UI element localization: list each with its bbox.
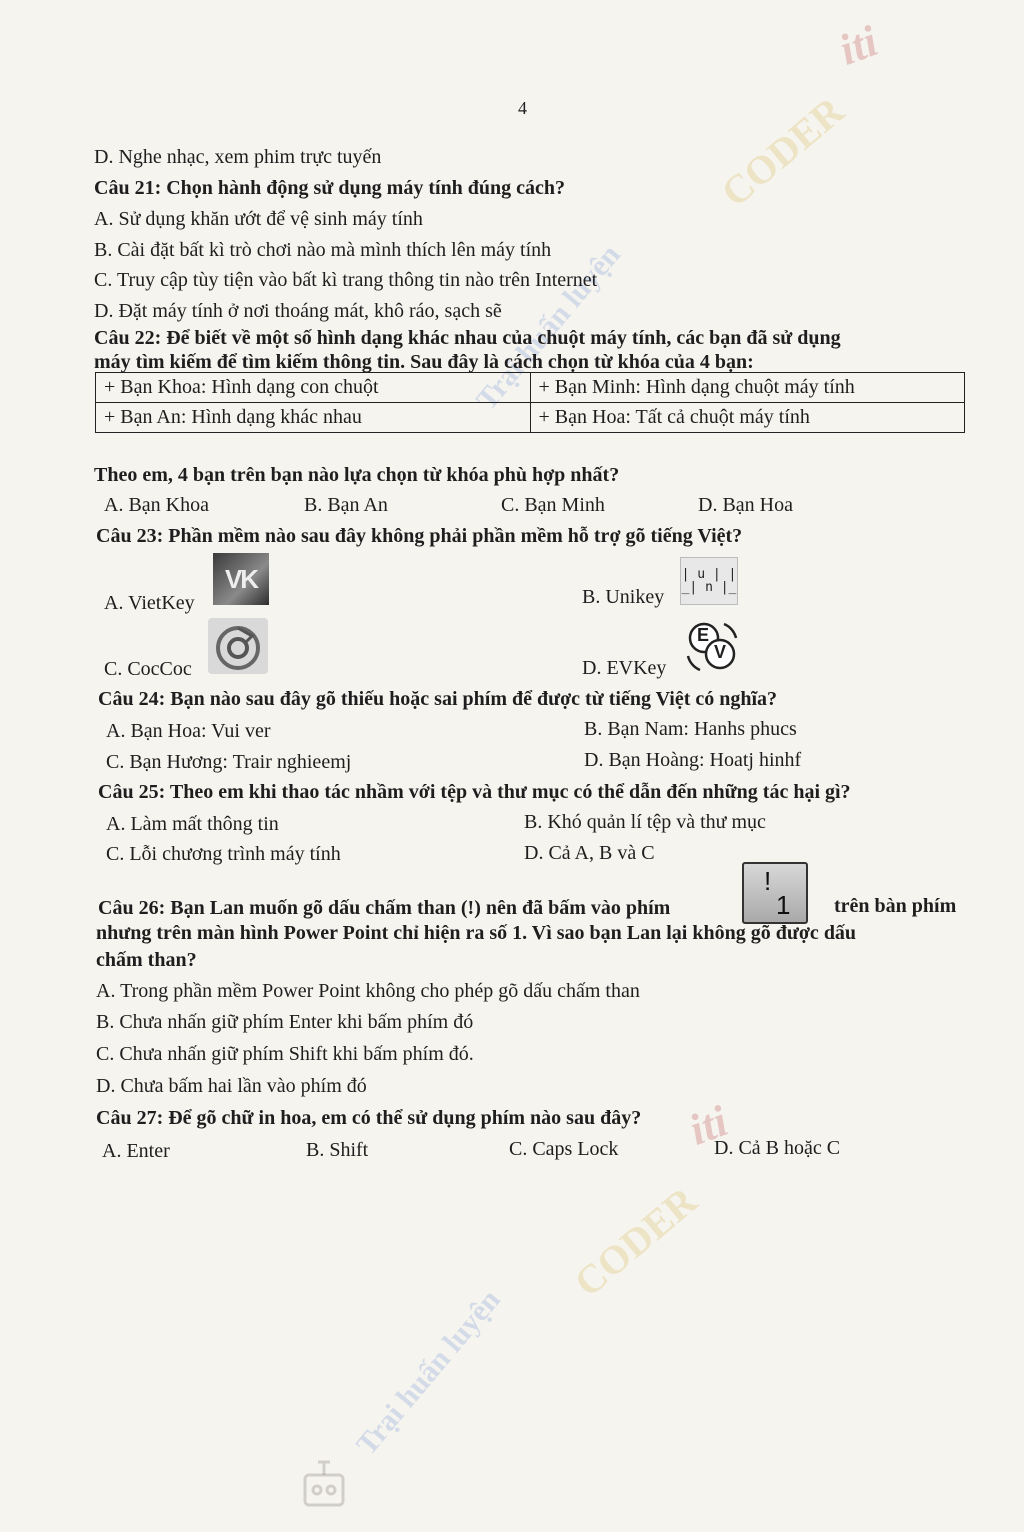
- q23-option-c: C. CocCoc: [104, 658, 192, 680]
- q22-option-d: D. Bạn Hoa: [698, 494, 793, 516]
- evkey-icon-e: E: [697, 625, 710, 645]
- q25-option-c: C. Lỗi chương trình máy tính: [106, 843, 341, 865]
- q21-option-a: A. Sử dụng khăn ướt để vệ sinh máy tính: [94, 208, 423, 230]
- q25-option-a: A. Làm mất thông tin: [106, 813, 279, 835]
- q26-option-a: A. Trong phần mềm Power Point không cho phép gõ dấu chấm than: [96, 980, 640, 1002]
- q23-title: Câu 23: Phần mềm nào sau đây không phải phần mềm hỗ trợ gõ tiếng Việt?: [96, 525, 743, 547]
- q27-option-d: D. Cả B hoặc C: [714, 1137, 841, 1159]
- table-row: [96, 373, 965, 403]
- q23-option-a: A. VietKey: [104, 592, 195, 614]
- q22-option-b: B. Bạn An: [304, 494, 388, 516]
- q21-title: Câu 21: Chọn hành động sử dụng máy tính đúng cách?: [94, 177, 566, 199]
- table-cell: + Bạn Minh: Hình dạng chuột máy tính: [530, 373, 965, 403]
- q26-option-d: D. Chưa bấm hai lần vào phím đó: [96, 1075, 367, 1097]
- q22-option-c: C. Bạn Minh: [501, 494, 605, 516]
- q24-option-a: A. Bạn Hoa: Vui ver: [106, 720, 271, 742]
- watermark-logo-bottom: iti: [682, 1096, 734, 1155]
- q24-option-c: C. Bạn Hương: Trair nghieemj: [106, 751, 352, 773]
- q22-title-line-2: máy tìm kiếm để tìm kiếm thông tin. Sau đây là cách chọn từ khóa của 4 bạn:: [94, 351, 754, 373]
- q24-option-b: B. Bạn Nam: Hanhs phucs: [584, 718, 797, 740]
- q23-option-d: D. EVKey: [582, 657, 667, 679]
- key-icon-bottom: 1: [776, 890, 791, 920]
- table-cell: + Bạn Hoa: Tất cả chuột máy tính: [530, 403, 965, 433]
- unikey-icon-mid: _| n |_: [681, 580, 737, 595]
- q25-option-d: D. Cả A, B và C: [524, 842, 655, 864]
- table-row: [96, 403, 965, 433]
- unikey-icon-top: | u | |: [681, 567, 737, 582]
- key-icon-top: !: [764, 866, 772, 896]
- q27-option-a: A. Enter: [102, 1140, 170, 1162]
- q24-option-d: D. Bạn Hoàng: Hoatj hinhf: [584, 749, 802, 771]
- q20-option-d: D. Nghe nhạc, xem phim trực tuyến: [94, 146, 382, 168]
- watermark-text-bottom: Trại huấn luyện: [350, 1283, 507, 1462]
- page-number: 4: [518, 98, 527, 118]
- q27-option-b: B. Shift: [306, 1139, 369, 1161]
- watermark-brand-bottom: CODER: [565, 1177, 706, 1306]
- q27-title: Câu 27: Để gõ chữ in hoa, em có thể sử dụng phím nào sau đây?: [96, 1107, 642, 1129]
- q23-option-b: B. Unikey: [582, 586, 665, 608]
- q27-option-c: C. Caps Lock: [509, 1138, 619, 1160]
- coccoc-icon: [208, 618, 268, 674]
- q25-title: Câu 25: Theo em khi thao tác nhầm với tệp và thư mục có thể dẫn đến những tác hại gì?: [98, 781, 851, 803]
- q26-title-line-2: nhưng trên màn hình Power Point chỉ hiện ra số 1. Vì sao bạn Lan lại không gõ được dấu: [96, 922, 857, 944]
- q21-option-c: C. Truy cập tùy tiện vào bất kì trang thông tin nào trên Internet: [94, 269, 598, 291]
- q22-option-a: A. Bạn Khoa: [104, 494, 209, 516]
- q26-option-b: B. Chưa nhấn giữ phím Enter khi bấm phím đó: [96, 1011, 474, 1033]
- exclamation-key-icon: [742, 862, 808, 924]
- keyword-table: [95, 372, 965, 433]
- table-cell: + Bạn Khoa: Hình dạng con chuột: [96, 373, 531, 403]
- q26-option-c: C. Chưa nhấn giữ phím Shift khi bấm phím đó.: [96, 1043, 474, 1065]
- q24-title: Câu 24: Bạn nào sau đây gõ thiếu hoặc sai phím để được từ tiếng Việt có nghĩa?: [98, 688, 778, 710]
- watermark-brand-top: CODER: [712, 87, 853, 216]
- table-cell: + Bạn An: Hình dạng khác nhau: [96, 403, 531, 433]
- q22-title-line-1: Câu 22: Để biết về một số hình dạng khác nhau của chuột máy tính, các bạn đã sử dụng: [94, 327, 841, 349]
- unikey-icon: [680, 557, 738, 605]
- evkey-icon: [684, 620, 740, 674]
- q25-option-b: B. Khó quản lí tệp và thư mục: [524, 811, 766, 833]
- watermark-text-top: Trại huấn luyện: [470, 238, 627, 417]
- q21-option-d: D. Đặt máy tính ở nơi thoáng mát, khô ráo, sạch sẽ: [94, 300, 502, 322]
- evkey-icon-v: V: [714, 642, 727, 662]
- vietkey-icon: VK: [213, 553, 269, 605]
- watermark-logo-top: iti: [832, 16, 884, 75]
- q26-title-line-1a: Câu 26: Bạn Lan muốn gõ dấu chấm than (!) nên đã bấm vào phím: [98, 897, 671, 919]
- q26-title-line-3: chấm than?: [96, 949, 197, 971]
- q22-question: Theo em, 4 bạn trên bạn nào lựa chọn từ khóa phù hợp nhất?: [94, 464, 620, 486]
- q26-title-line-1b: trên bàn phím: [834, 895, 957, 917]
- q21-option-b: B. Cài đặt bất kì trò chơi nào mà mình thích lên máy tính: [94, 239, 552, 261]
- watermark-robot-icon: [290, 1450, 360, 1520]
